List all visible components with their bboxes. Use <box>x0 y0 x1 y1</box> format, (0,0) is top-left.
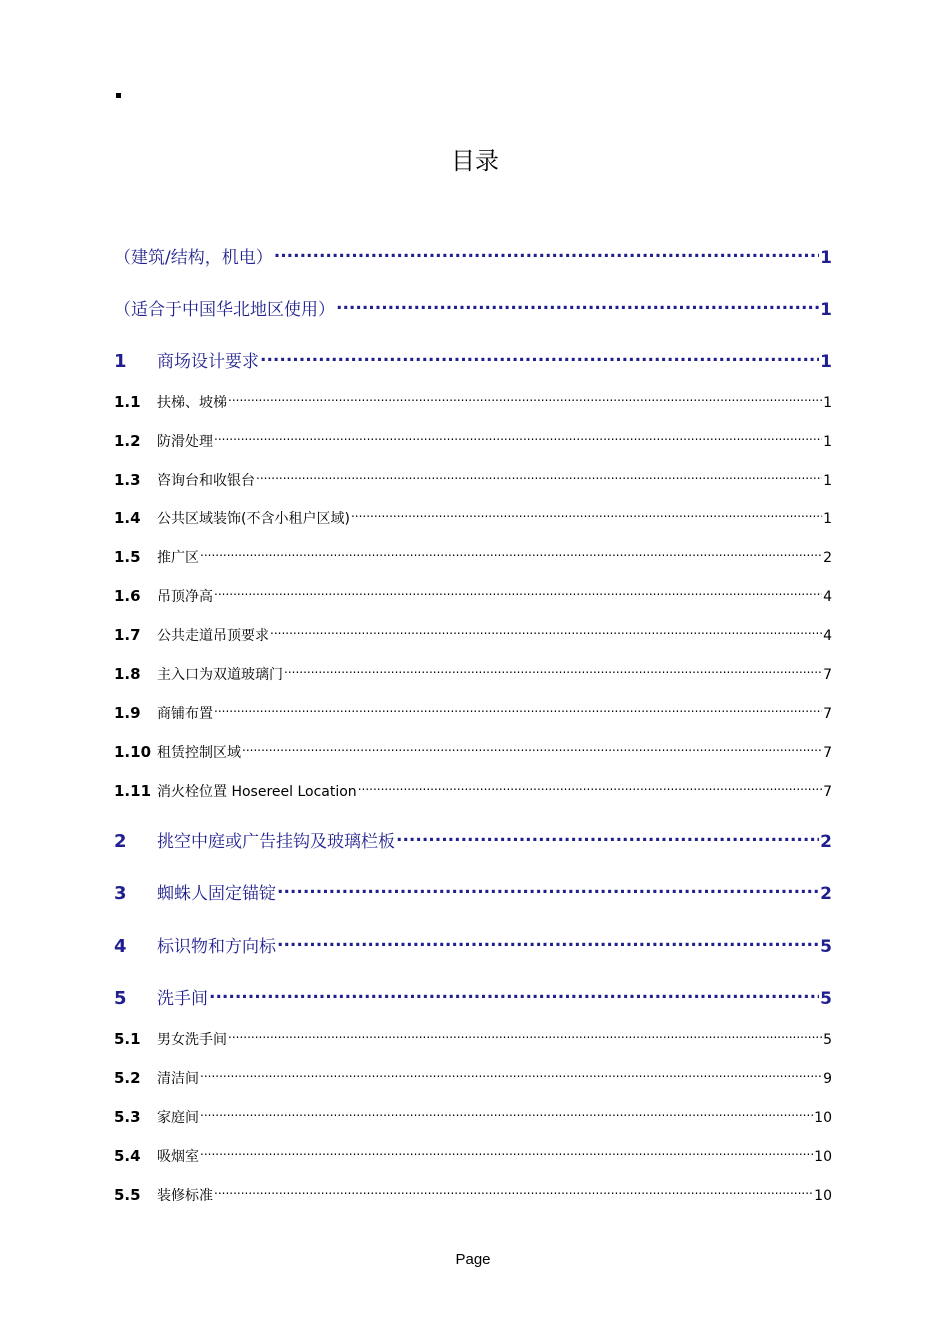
toc-entry-page: 2 <box>823 550 832 566</box>
toc-leader <box>200 548 822 562</box>
toc-leader <box>200 1147 813 1161</box>
toc-entry[interactable] <box>114 508 832 529</box>
toc-entry-text: 扶梯、坡梯 <box>157 395 227 411</box>
toc-entry-page: 1 <box>820 248 832 268</box>
toc-entry-text: （适合于中国华北地区使用） <box>114 300 335 320</box>
toc-entry-number: 5.1 <box>114 1030 141 1048</box>
toc-entry-text: 公共区域装饰(不含小租户区域) <box>157 511 350 527</box>
toc-entry[interactable] <box>114 392 832 413</box>
toc-entry[interactable] <box>114 246 832 269</box>
toc-entry-text: 公共走道吊顶要求 <box>157 628 269 644</box>
toc-entry-number: 5.2 <box>114 1069 141 1087</box>
toc-entry-number: 1.6 <box>114 587 141 605</box>
toc-entry-text: 洗手间 <box>157 989 208 1009</box>
toc-entry-text: （建筑/结构，机电） <box>114 248 273 268</box>
toc-entry[interactable] <box>114 987 832 1010</box>
toc-entry-number: 1.9 <box>114 704 141 722</box>
toc-entry-page: 1 <box>823 395 832 411</box>
toc-entry-number: 1.10 <box>114 743 152 761</box>
toc-entry-page: 1 <box>823 511 832 527</box>
toc-entry-page: 7 <box>823 706 832 722</box>
toc-entry[interactable] <box>114 431 832 452</box>
toc-leader <box>200 1069 822 1083</box>
toc-entry-number: 3 <box>114 883 127 904</box>
toc-entry-number: 5.5 <box>114 1186 141 1204</box>
toc-leader <box>284 665 822 679</box>
toc-leader <box>277 882 819 899</box>
toc-entry[interactable] <box>114 625 832 646</box>
toc-entry-page: 2 <box>820 832 832 852</box>
toc-leader <box>228 393 822 407</box>
toc-entry-number: 1.11 <box>114 782 152 800</box>
toc-entry[interactable] <box>114 1107 832 1128</box>
toc-title: 目录 <box>451 147 499 175</box>
toc-entry[interactable] <box>114 586 832 607</box>
toc-entry[interactable] <box>114 935 832 958</box>
toc-entry-text: 商场设计要求 <box>157 352 259 372</box>
toc-leader <box>277 935 819 952</box>
toc-entry-text: 吊顶净高 <box>157 589 213 605</box>
toc-leader <box>214 587 822 601</box>
toc-entry[interactable] <box>114 1185 832 1206</box>
toc-leader <box>200 1108 813 1122</box>
toc-entry-page: 1 <box>823 473 832 489</box>
toc-entry[interactable] <box>114 742 832 763</box>
toc-entry-page: 7 <box>823 745 832 761</box>
toc-entry-text: 男女洗手间 <box>157 1032 227 1048</box>
toc-entry-text: 商铺布置 <box>157 706 213 722</box>
toc-entry[interactable] <box>114 350 832 373</box>
toc-entry-page: 10 <box>814 1110 832 1126</box>
toc-entry[interactable] <box>114 1146 832 1167</box>
toc-leader <box>270 626 822 640</box>
toc-entry-number: 1 <box>114 351 127 372</box>
toc-entry-page: 5 <box>820 937 832 957</box>
toc-leader <box>242 743 822 757</box>
toc-leader <box>214 432 822 446</box>
toc-leader <box>228 1030 822 1044</box>
toc-leader <box>209 987 819 1004</box>
toc-entry-page: 5 <box>823 1032 832 1048</box>
toc-entry-page: 10 <box>814 1149 832 1165</box>
toc-entry-number: 1.7 <box>114 626 141 644</box>
toc-entry-number: 5 <box>114 988 127 1009</box>
toc-entry-number: 1.5 <box>114 548 141 566</box>
toc-entry-page: 4 <box>823 628 832 644</box>
toc-entry-page: 7 <box>823 667 832 683</box>
toc-entry-number: 1.1 <box>114 393 141 411</box>
toc-entry-number: 1.4 <box>114 509 141 527</box>
toc-entry[interactable] <box>114 830 832 853</box>
toc-entry[interactable] <box>114 882 832 905</box>
toc-leader <box>336 298 819 315</box>
toc-leader <box>260 350 819 367</box>
toc-entry-text: 防滑处理 <box>157 434 213 450</box>
page-footer: Page <box>455 1251 491 1268</box>
toc-entry-page: 1 <box>820 352 832 372</box>
toc-entry-number: 1.8 <box>114 665 141 683</box>
toc-entry-text: 挑空中庭或广告挂钩及玻璃栏板 <box>157 832 395 852</box>
toc-entry[interactable] <box>114 1068 832 1089</box>
toc-entry-text: 咨询台和收银台 <box>157 473 255 489</box>
toc-entry-number: 5.3 <box>114 1108 141 1126</box>
toc-leader <box>256 471 822 485</box>
toc-entry-page: 2 <box>820 884 832 904</box>
toc-entry-page: 7 <box>823 784 832 800</box>
toc-leader <box>396 830 819 847</box>
toc-entry[interactable] <box>114 781 832 802</box>
toc-entry-text: 消火栓位置 Hosereel Location <box>157 784 357 800</box>
toc-leader <box>214 704 822 718</box>
toc-entry[interactable] <box>114 470 832 491</box>
toc-entry-page: 4 <box>823 589 832 605</box>
toc-entry-page: 1 <box>820 300 832 320</box>
toc-entry[interactable] <box>114 703 832 724</box>
toc-entry[interactable] <box>114 547 832 568</box>
toc-entry-number: 4 <box>114 936 127 957</box>
toc-entry-text: 蜘蛛人固定锚锭 <box>157 884 276 904</box>
toc-entry-text: 吸烟室 <box>157 1149 199 1165</box>
toc-entry-text: 租赁控制区域 <box>157 745 241 761</box>
toc-leader <box>274 246 819 263</box>
toc-entry-page: 1 <box>823 434 832 450</box>
toc-entry-number: 1.3 <box>114 471 141 489</box>
toc-entry-number: 1.2 <box>114 432 141 450</box>
toc-entry[interactable] <box>114 664 832 685</box>
toc-entry-page: 9 <box>823 1071 832 1087</box>
toc-entry[interactable] <box>114 1029 832 1050</box>
toc-leader <box>358 782 822 796</box>
toc-entry-text: 推广区 <box>157 550 199 566</box>
toc-leader <box>351 509 822 523</box>
toc-entry-text: 主入口为双道玻璃门 <box>157 667 283 683</box>
toc-entry-page: 5 <box>820 989 832 1009</box>
toc-entry-number: 5.4 <box>114 1147 141 1165</box>
toc-leader <box>214 1186 813 1200</box>
toc-entry-text: 清洁间 <box>157 1071 199 1087</box>
toc-entry[interactable] <box>114 298 832 321</box>
table-of-contents <box>114 0 832 1344</box>
toc-entry-text: 家庭间 <box>157 1110 199 1126</box>
toc-entry-page: 10 <box>814 1188 832 1204</box>
toc-entry-text: 标识物和方向标 <box>157 937 276 957</box>
toc-entry-text: 装修标准 <box>157 1188 213 1204</box>
toc-entry-number: 2 <box>114 831 127 852</box>
